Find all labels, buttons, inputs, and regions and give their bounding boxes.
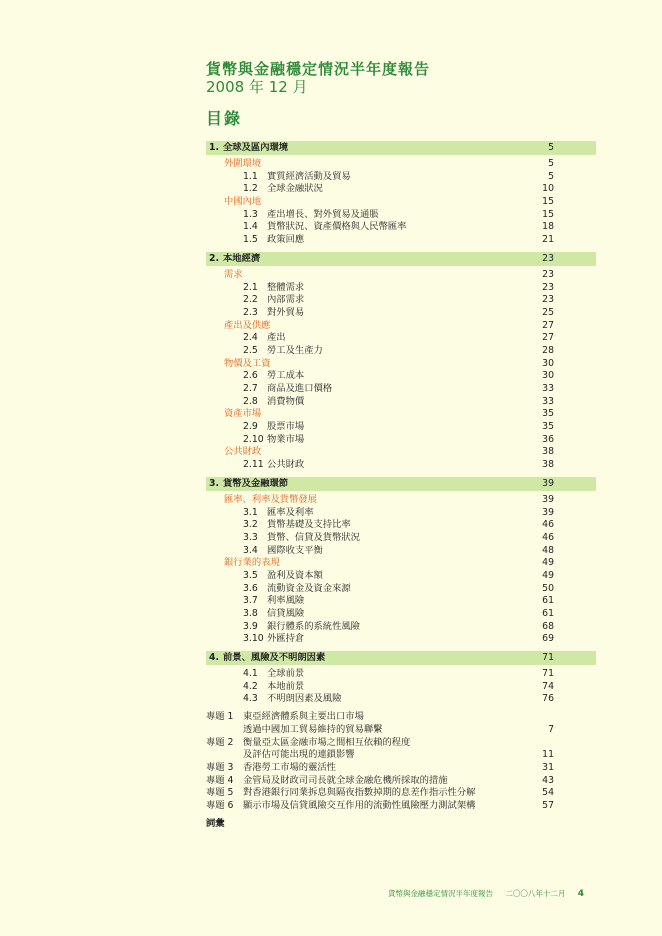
item-label: 本地前景 [267, 680, 305, 692]
item-number: 3.1 [243, 506, 258, 518]
section-label: 物價及工資 [224, 357, 271, 369]
box-number: 專題 4 [206, 774, 234, 786]
box-page: 7 [548, 723, 554, 735]
toc-item-row[interactable] [206, 183, 596, 196]
toc-item-row[interactable] [206, 383, 596, 396]
item-page: 48 [542, 544, 554, 556]
item-number: 4.2 [243, 680, 258, 692]
toc-item-row[interactable] [206, 434, 596, 447]
box-label: 對香港銀行同業拆息與隔夜指數掉期的息差作指示性分解 [243, 787, 476, 799]
item-number: 4.3 [243, 693, 258, 705]
box-page: 11 [542, 749, 554, 761]
item-label: 整體需求 [267, 281, 305, 293]
chapter-label: 全球及區內環境 [223, 142, 289, 153]
item-number: 2.2 [243, 294, 258, 306]
chapter-number: 3. [209, 477, 220, 489]
item-number: 2.11 [243, 459, 264, 471]
toc-item-row[interactable] [206, 519, 596, 532]
toc-item-row[interactable] [206, 294, 596, 307]
item-label: 政策回應 [267, 234, 305, 246]
item-label: 公共財政 [267, 459, 305, 471]
chapter-number: 1. [209, 142, 220, 153]
item-label: 匯率及利率 [267, 506, 314, 518]
item-page: 18 [542, 221, 554, 233]
item-number: 3.4 [243, 544, 258, 556]
item-page: 30 [542, 370, 554, 382]
report-title: 貨幣與金融穩定情況半年度報告 [206, 60, 431, 78]
item-page: 68 [542, 620, 554, 632]
item-number: 2.8 [243, 395, 258, 407]
section-label: 中國內地 [224, 196, 262, 208]
item-page: 50 [542, 582, 554, 594]
toc-glossary-row[interactable] [206, 818, 596, 831]
item-page: 46 [542, 519, 554, 531]
toc-box-row[interactable] [206, 762, 596, 775]
toc-item-row[interactable] [206, 171, 596, 184]
footer-title: 貨幣與金融穩定情況半年度報告 [388, 889, 493, 898]
toc-box-row[interactable] [206, 749, 596, 762]
item-page: 23 [542, 281, 554, 293]
item-page: 76 [542, 693, 554, 705]
box-page: 54 [542, 787, 554, 799]
item-page: 35 [542, 421, 554, 433]
section-label: 銀行業的表現 [224, 557, 280, 569]
item-page: 39 [542, 506, 554, 518]
item-label: 全球前景 [267, 668, 305, 680]
toc-item-row[interactable] [206, 681, 596, 694]
item-page: 69 [542, 633, 554, 645]
box-label: 東亞經濟體系與主要出口市場 [243, 711, 364, 723]
item-number: 1.1 [243, 170, 258, 182]
item-label: 產出增長、對外貿易及通脹 [267, 208, 379, 220]
toc-item-row[interactable] [206, 621, 596, 634]
item-number: 3.7 [243, 595, 258, 607]
toc-section-row[interactable] [206, 158, 596, 171]
item-label: 消費物價 [267, 395, 305, 407]
toc-chapter-row[interactable] [206, 477, 596, 491]
item-label: 勞工及生產力 [267, 344, 323, 356]
item-number: 2.3 [243, 306, 258, 318]
item-page: 71 [542, 668, 554, 680]
toc-item-row[interactable] [206, 221, 596, 234]
item-label: 國際收支平衡 [267, 544, 323, 556]
toc-item-row[interactable] [206, 570, 596, 583]
toc-chapter-row[interactable] [206, 651, 596, 665]
item-number: 2.1 [243, 281, 258, 293]
toc-item-row[interactable] [206, 370, 596, 383]
item-label: 實質經濟活動及貿易 [267, 170, 351, 182]
toc-item-row[interactable] [206, 332, 596, 345]
item-number: 3.3 [243, 531, 258, 543]
item-number: 2.5 [243, 344, 258, 356]
box-number: 專題 2 [206, 736, 234, 748]
glossary-label: 詞彙 [206, 817, 225, 829]
toc-item-row[interactable] [206, 532, 596, 545]
item-label: 盈利及資本額 [267, 569, 323, 581]
section-page: 27 [542, 319, 554, 331]
toc-item-row[interactable] [206, 633, 596, 646]
box-number: 專題 6 [206, 799, 234, 811]
toc-section-row[interactable] [206, 269, 596, 282]
toc-item-row[interactable] [206, 345, 596, 358]
item-number: 2.7 [243, 383, 258, 394]
toc-box-row[interactable] [206, 787, 596, 800]
toc-box-row[interactable] [206, 737, 596, 750]
item-label: 貨幣、信貸及貨幣狀況 [267, 531, 360, 543]
section-page: 23 [542, 268, 554, 280]
toc-item-row[interactable] [206, 307, 596, 320]
section-label: 產出及供應 [224, 319, 271, 331]
toc-section-row[interactable] [206, 408, 596, 421]
toc-section-row[interactable] [206, 494, 596, 507]
toc-chapter-row[interactable] [206, 141, 596, 155]
toc-item-row[interactable] [206, 545, 596, 558]
section-label: 需求 [224, 268, 243, 280]
toc-section-row[interactable] [206, 358, 596, 371]
toc-item-row[interactable] [206, 421, 596, 434]
item-page: 10 [542, 183, 554, 195]
item-number: 2.6 [243, 370, 258, 382]
item-label: 產出 [267, 332, 286, 344]
toc-chapter-row[interactable] [206, 252, 596, 266]
item-page: 33 [542, 383, 554, 394]
toc-item-row[interactable] [206, 693, 596, 706]
toc-section-row[interactable] [206, 196, 596, 209]
box-number: 專題 5 [206, 787, 234, 799]
section-label: 外圍環境 [224, 158, 262, 169]
item-page: 27 [542, 332, 554, 344]
box-label: 透過中國加工貿易維持的貿易聯繫 [243, 723, 383, 735]
item-label: 銀行體系的系統性風險 [267, 620, 360, 632]
toc-item-row[interactable] [206, 583, 596, 596]
report-header [206, 60, 430, 129]
chapter-page: 39 [542, 477, 554, 489]
item-page: 28 [542, 344, 554, 356]
item-number: 1.5 [243, 234, 258, 246]
box-page: 57 [542, 799, 554, 811]
section-page: 15 [542, 196, 554, 208]
chapter-page: 71 [542, 652, 554, 664]
item-page: 61 [542, 608, 554, 619]
item-label: 對外貿易 [267, 306, 305, 318]
chapter-number: 4. [209, 652, 220, 664]
box-page: 43 [542, 774, 554, 786]
toc-item-row[interactable] [206, 595, 596, 608]
toc-item-row[interactable] [206, 282, 596, 295]
item-number: 1.2 [243, 183, 258, 195]
item-page: 61 [542, 595, 554, 607]
box-label: 衡量亞太區金融市場之間相互依賴的程度 [243, 736, 411, 748]
item-number: 3.9 [243, 620, 258, 632]
item-page: 36 [542, 433, 554, 445]
toc-item-row[interactable] [206, 209, 596, 222]
chapter-number: 2. [209, 252, 220, 264]
toc-item-row[interactable] [206, 234, 596, 247]
item-page: 33 [542, 395, 554, 407]
toc-item-row[interactable] [206, 507, 596, 520]
item-label: 流動資金及資金來源 [267, 582, 351, 594]
item-label: 貨幣狀況、資產價格與人民幣匯率 [267, 221, 407, 233]
section-page: 38 [542, 446, 554, 458]
item-number: 2.10 [243, 433, 264, 445]
section-page: 30 [542, 357, 554, 369]
toc-heading: 目錄 [206, 109, 243, 128]
table-of-contents [206, 136, 596, 830]
section-page: 49 [542, 557, 554, 569]
toc-section-row[interactable] [206, 557, 596, 570]
page-footer [388, 888, 584, 899]
item-page: 23 [542, 294, 554, 306]
toc-box-row[interactable] [206, 724, 596, 737]
box-label: 顯示市場及信貸風險交互作用的流動性風險壓力測試架構 [243, 799, 476, 811]
item-number: 1.3 [243, 208, 258, 220]
chapter-page: 23 [542, 252, 554, 264]
item-number: 3.10 [243, 633, 264, 645]
box-label: 香港勞工市場的靈活性 [243, 761, 336, 773]
item-label: 勞工成本 [267, 370, 305, 382]
box-label: 及評估可能出現的連鎖影響 [243, 749, 355, 761]
item-page: 38 [542, 459, 554, 471]
report-date: 2008 年 12 月 [206, 78, 308, 96]
section-label: 資產市場 [224, 408, 262, 420]
section-page: 39 [542, 493, 554, 505]
section-page: 5 [548, 158, 554, 169]
toc-box-row[interactable] [206, 800, 596, 813]
chapter-label: 貨幣及金融環節 [223, 477, 289, 489]
item-label: 商品及進口價格 [267, 383, 333, 394]
item-label: 貨幣基礎及支持比率 [267, 519, 351, 531]
toc-item-row[interactable] [206, 608, 596, 621]
box-label: 金管局及財政司司長就全球金融危機所採取的措施 [243, 774, 448, 786]
item-page: 5 [548, 170, 554, 182]
item-number: 2.9 [243, 421, 258, 433]
toc-box-row[interactable] [206, 711, 596, 724]
item-number: 2.4 [243, 332, 258, 344]
item-number: 4.1 [243, 668, 258, 680]
item-number: 1.4 [243, 221, 258, 233]
item-page: 74 [542, 680, 554, 692]
toc-item-row[interactable] [206, 396, 596, 409]
section-page: 35 [542, 408, 554, 420]
box-page: 31 [542, 761, 554, 773]
section-label: 公共財政 [224, 446, 262, 458]
item-label: 不明朗因素及風險 [267, 693, 342, 705]
item-number: 3.2 [243, 519, 258, 531]
item-number: 3.5 [243, 569, 258, 581]
item-number: 3.8 [243, 608, 258, 619]
item-number: 3.6 [243, 582, 258, 594]
page-number: 4 [577, 889, 585, 899]
toc-section-row[interactable] [206, 446, 596, 459]
chapter-page: 5 [548, 142, 554, 153]
item-label: 全球金融狀況 [267, 183, 323, 195]
item-label: 利率風險 [267, 595, 305, 607]
item-label: 外匯持倉 [267, 633, 305, 645]
item-label: 信貸風險 [267, 608, 305, 619]
box-number: 專題 3 [206, 761, 234, 773]
box-number: 專題 1 [206, 711, 234, 723]
item-page: 15 [542, 208, 554, 220]
toc-section-row[interactable] [206, 320, 596, 333]
chapter-label: 本地經濟 [223, 252, 261, 264]
item-label: 內部需求 [267, 294, 305, 306]
item-page: 21 [542, 234, 554, 246]
item-page: 25 [542, 306, 554, 318]
footer-date: 二〇〇八年十二月 [505, 889, 566, 898]
item-label: 股票市場 [267, 421, 305, 433]
chapter-label: 前景、風險及不明朗因素 [223, 652, 326, 664]
item-page: 49 [542, 569, 554, 581]
toc-box-row[interactable] [206, 775, 596, 788]
toc-item-row[interactable] [206, 668, 596, 681]
item-label: 物業市場 [267, 433, 305, 445]
section-label: 匯率、利率及貨幣發展 [224, 493, 317, 505]
item-page: 46 [542, 531, 554, 543]
toc-item-row[interactable] [206, 459, 596, 472]
